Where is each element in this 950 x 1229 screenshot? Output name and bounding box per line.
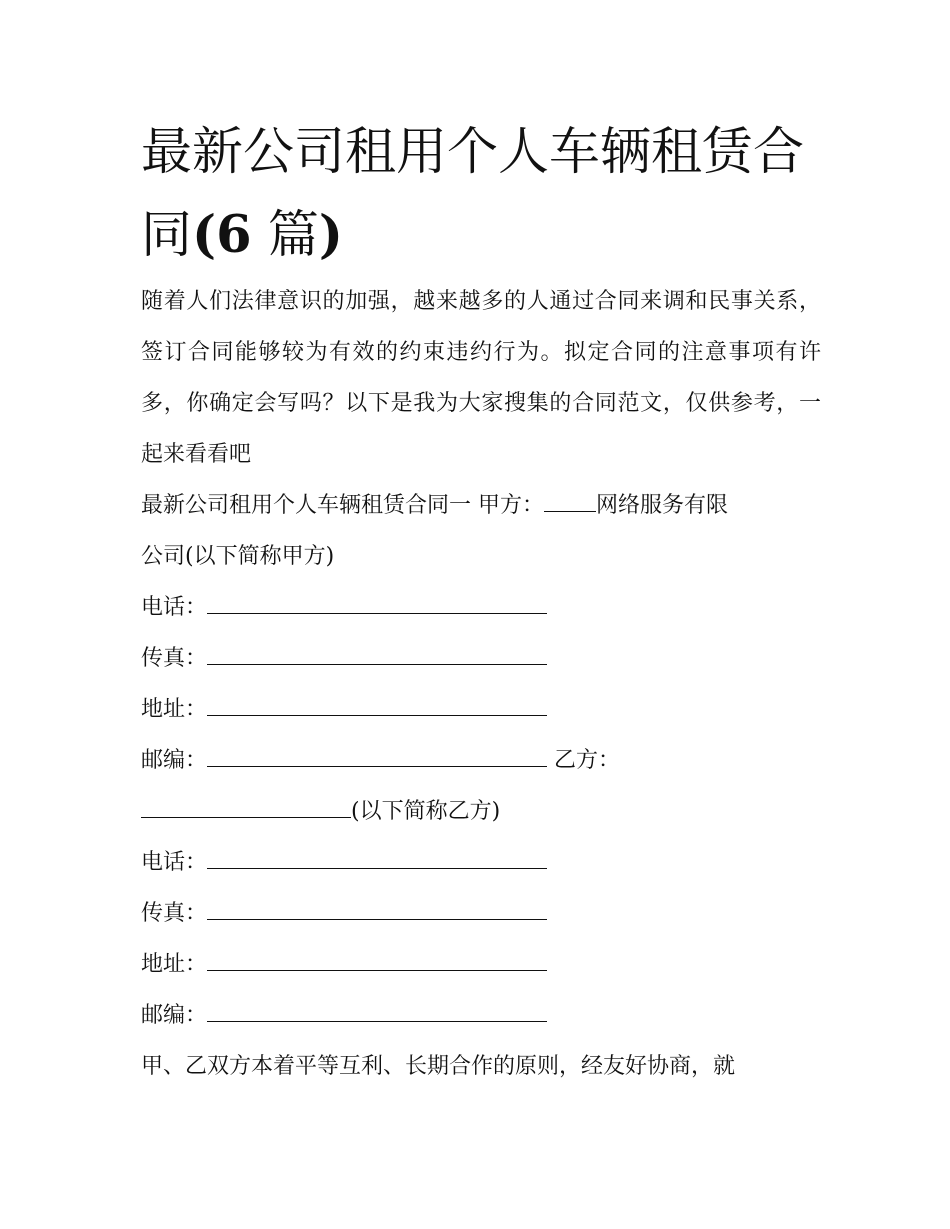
document-body [141, 276, 821, 1092]
party-b-fax-row [141, 888, 821, 939]
party-b-name-row [141, 786, 821, 837]
party-a-fax-label: 传真： [141, 646, 208, 671]
title-close-paren: ) [318, 205, 343, 265]
party-a-fax-blank [207, 640, 547, 665]
company-name-blank [544, 487, 596, 512]
party-b-postcode-row [141, 990, 821, 1041]
title-line-1: 最新公司租用个人车辆租赁合 [141, 123, 805, 182]
party-b-abbreviation: (以下简称乙方) [351, 799, 501, 824]
document-title [141, 112, 821, 277]
party-b-phone-blank [207, 844, 547, 869]
party-a-address-blank [207, 691, 547, 716]
party-b-phone-label: 电话： [141, 850, 208, 875]
party-a-address-row [141, 684, 821, 735]
title-count: (6 [192, 205, 252, 265]
intro-paragraph: 随着人们法律意识的加强，越来越多的人通过合同来调和民事关系，签订合同能够较为有效的约束违约行为。拟定合同的注意事项有许多，你确定会写吗？以下是我为大家搜集的合同范文，仅供参考，一起来看看吧 [141, 289, 821, 467]
party-a-postcode-row [141, 735, 821, 786]
title-count-unit: 篇 [251, 206, 319, 265]
party-b-phone-row [141, 837, 821, 888]
party-a-abbreviation: 公司(以下简称甲方) [141, 544, 335, 569]
contract-heading-text: 最新公司租用个人车辆租赁合同一 甲方： [141, 493, 544, 518]
party-b-address-row [141, 939, 821, 990]
party-b-address-blank [207, 946, 547, 971]
party-a-postcode-label: 邮编： [141, 748, 208, 773]
title-line-2-prefix: 同 [141, 206, 193, 265]
party-a-phone-label: 电话： [141, 595, 208, 620]
closing-paragraph: 甲、乙双方本着平等互利、长期合作的原则，经友好协商，就 [141, 1054, 736, 1079]
party-b-name-blank [141, 793, 351, 818]
party-b-fax-blank [207, 895, 547, 920]
contract-heading-company-type: 网络服务有限 [596, 493, 729, 518]
contract-heading [141, 480, 821, 582]
party-b-address-label: 地址： [141, 952, 208, 977]
party-a-phone-row [141, 582, 821, 633]
party-a-phone-blank [207, 589, 547, 614]
party-a-fax-row [141, 633, 821, 684]
party-b-postcode-label: 邮编： [141, 1003, 208, 1028]
party-a-address-label: 地址： [141, 697, 208, 722]
party-a-postcode-blank [207, 742, 547, 767]
party-b-fax-label: 传真： [141, 901, 208, 926]
party-b-label: 乙方： [554, 748, 621, 773]
party-b-postcode-blank [207, 997, 547, 1022]
